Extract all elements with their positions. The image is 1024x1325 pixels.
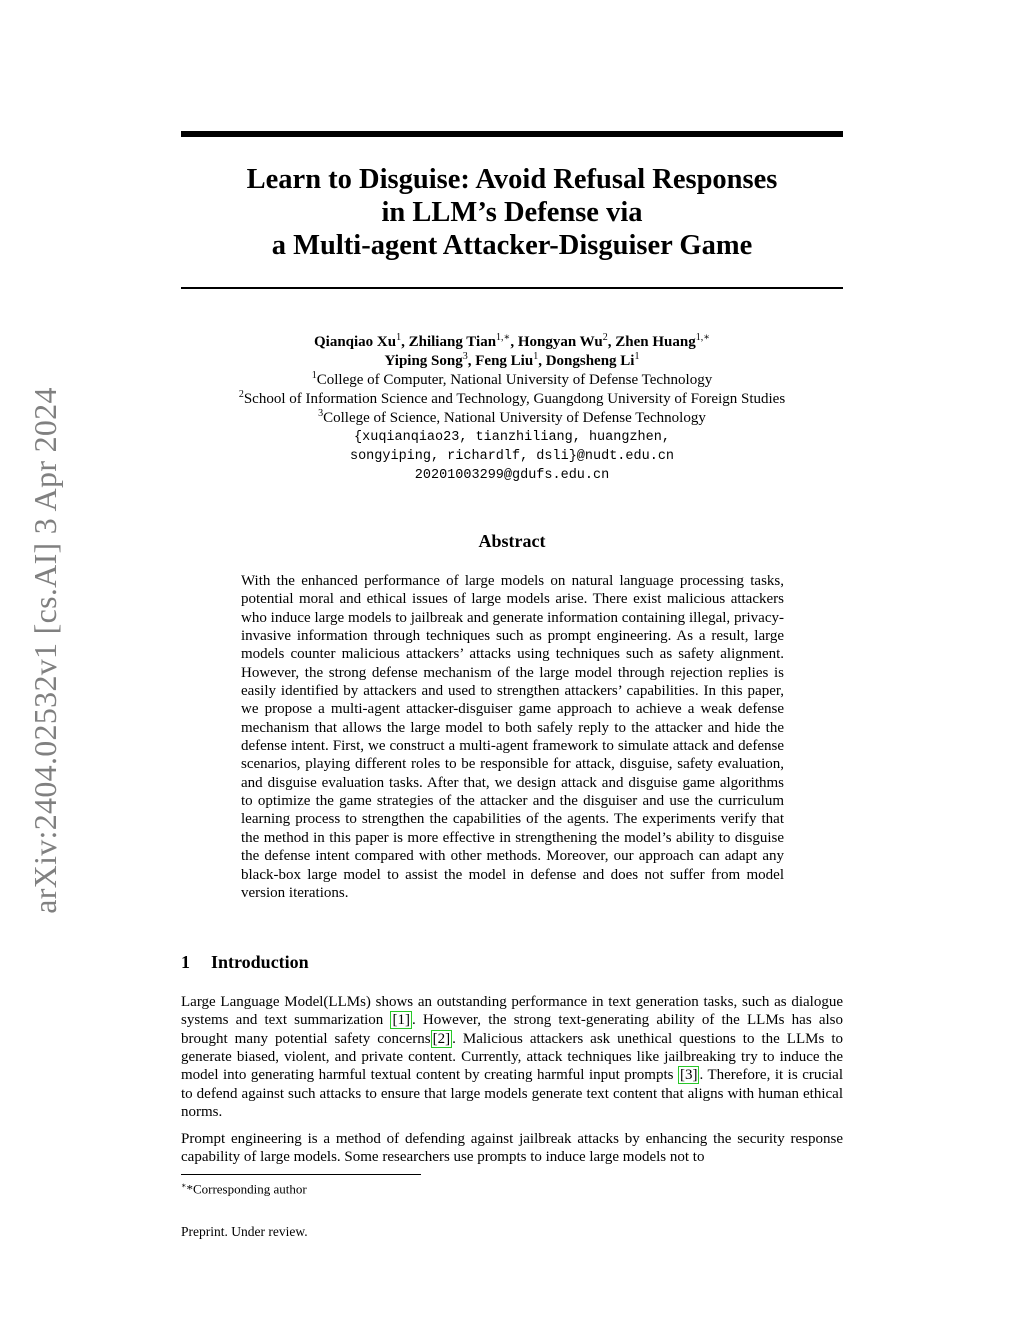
email-line-3: 20201003299@gdufs.edu.cn bbox=[414, 468, 610, 483]
affiliation-marker: 1 bbox=[311, 370, 317, 381]
introduction-paragraph-2: Prompt engineering is a method of defending against jailbreak attacks by enhancing the security response capability of large models. Some researchers use prompts to induce large models not to bbox=[181, 1131, 843, 1166]
citation-link-2[interactable]: [2] bbox=[432, 1030, 451, 1047]
section-number: 1 bbox=[181, 952, 190, 972]
affiliation-2 bbox=[181, 390, 843, 409]
abstract-heading: Abstract bbox=[478, 531, 546, 551]
affiliation-marker: 2 bbox=[238, 389, 244, 400]
title-bottom-rule bbox=[181, 287, 843, 289]
author-block bbox=[181, 333, 843, 485]
author-name: Dongsheng Li bbox=[545, 353, 635, 369]
affiliation-1 bbox=[181, 371, 843, 390]
citation-link-1[interactable]: [1] bbox=[392, 1012, 410, 1029]
author-affiliation-marker: 1 bbox=[533, 351, 539, 362]
arxiv-identifier-stamp bbox=[22, 370, 68, 930]
author-affiliation-marker: 3 bbox=[462, 351, 468, 362]
paper-title bbox=[181, 163, 843, 262]
section-title: Introduction bbox=[211, 952, 309, 972]
affiliation-3 bbox=[181, 409, 843, 428]
author-affiliation-marker: 1,∗ bbox=[695, 332, 710, 343]
title-line-3: a Multi-agent Attacker-Disguiser Game bbox=[271, 230, 753, 261]
author-name: Hongyan Wu bbox=[517, 334, 603, 350]
citation-link-3[interactable]: [3] bbox=[679, 1067, 698, 1084]
author-affiliation-marker: 1 bbox=[396, 332, 402, 343]
author-affiliation-marker: 1,∗ bbox=[496, 332, 511, 343]
paragraph-text: . Therefore, it is crucial to defend against such attacks to ensure that large models generate text content that aligns with human ethical norms. bbox=[181, 1067, 843, 1121]
paragraph-text: . Malicious attackers ask unethical questions to the LLMs to generate biased, violent, and private content. Currently, attack techniques like jailbreaking try to induce the model into generating harmful textual content by creating harmful input prompts bbox=[181, 1030, 843, 1084]
preprint-notice: Preprint. Under review. bbox=[181, 1224, 308, 1239]
title-line-1: Learn to Disguise: Avoid Refusal Responses bbox=[246, 164, 778, 195]
author-name: Zhiliang Tian bbox=[408, 334, 497, 350]
footnote-text: *Corresponding author bbox=[186, 1181, 307, 1197]
footnote-rule bbox=[181, 1174, 421, 1175]
arxiv-identifier-text: arXiv:2404.02532v1 [cs.AI] 3 Apr 2024 bbox=[26, 386, 63, 914]
title-top-rule bbox=[181, 131, 843, 137]
author-affiliation-marker: 1 bbox=[634, 351, 640, 362]
paragraph-text: . However, the strong text-generating ability of the LLMs has also brought many potential safety concerns bbox=[181, 1012, 843, 1047]
author-name: Qianqiao Xu bbox=[314, 334, 397, 350]
abstract-text: With the enhanced performance of large models on natural language processing tasks, potential moral and ethical issues of large models arise. There exist malicious attackers who induce large models to jailbreak and generate information containing illegal, privacy-invasive information through techniques such as prompt engineering. As a result, large models counter malicious attackers’ attacks using techniques such as safety alignment. However, the strong defense mechanism of the large model through rejection replies is easily identified by attackers and used to strengthen attackers’ capabilities. In this paper, we propose a multi-agent attacker-disguiser game approach to achieve a weak defense mechanism that allows the large model to both safely reply to the attacker and hide the defense intent. First, we construct a multi-agent framework to simulate attack and defense scenarios, playing different roles to be responsible for attack, disguise, safety evaluation, and disguise evaluation tasks. After that, we design attack and disguise game algorithms to optimize the game strategies of the attacker and the disguiser and use the curriculum learning process to strengthen the capabilities of the agents. The experiments verify that the method in this paper is more effective in strengthening the model’s ability to disguise the defense intent compared with other methods. Moreover, our approach can adapt any black-box large model to assist the model in defense and does not suffer from model version iterations. bbox=[241, 573, 784, 901]
affiliation-marker: 3 bbox=[318, 408, 324, 419]
affiliation-text: School of Information Science and Technology, Guangdong University of Foreign Studies bbox=[243, 391, 786, 407]
affiliation-text: College of Computer, National University of Defense Technology bbox=[316, 372, 713, 388]
affiliation-text: College of Science, National University of Defense Technology bbox=[323, 410, 706, 426]
title-line-2: in LLM’s Defense via bbox=[381, 197, 643, 228]
paragraph-text: Large Language Model(LLMs) shows an outstanding performance in text generation tasks, such as dialogue systems and text summarization bbox=[181, 994, 843, 1029]
author-names-line-2: Yiping Song$^3$, Feng Liu$^1$, Dongsheng Li$^1$ bbox=[384, 351, 640, 369]
section-heading-introduction bbox=[181, 952, 843, 973]
author-name: Yiping Song bbox=[384, 353, 463, 369]
author-affiliation-marker: 2 bbox=[602, 332, 608, 343]
email-line-2: songyiping, richardlf, dsli}@nudt.edu.cn bbox=[349, 449, 675, 464]
footnote-corresponding-author bbox=[181, 1178, 307, 1197]
author-name: Feng Liu bbox=[475, 353, 534, 369]
introduction-paragraph-1 bbox=[181, 993, 843, 1121]
author-name: Zhen Huang bbox=[615, 334, 696, 350]
author-names-line-1: Qianqiao Xu$^1$, Zhiliang Tian$^{1,∗}$, Hongyan Wu$^2$, Zhen Huang$^{1,∗}$ bbox=[314, 332, 710, 350]
email-line-1: {xuqianqiao23, tianzhiliang, huangzhen, bbox=[354, 430, 670, 445]
footnote-marker: ∗ bbox=[181, 1181, 187, 1190]
